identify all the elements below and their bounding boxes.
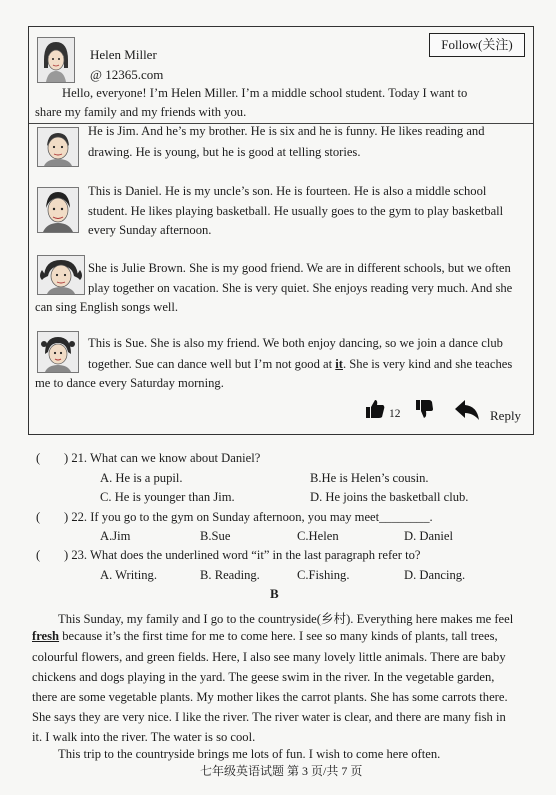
post-daniel-line-2: student. He likes playing basketball. He usually goes to the gym to play basketball — [88, 204, 504, 218]
q23-stem: ) 23. What does the underlined word “it” in the last paragraph refer to? — [64, 548, 421, 562]
follow-button[interactable]: Follow(关注) — [429, 33, 525, 57]
like-count: 12 — [389, 408, 401, 420]
post-sue-line-3: me to dance every Saturday morning. — [35, 376, 224, 390]
q22-option-d: D. Daniel — [404, 529, 453, 543]
intro-line-2: share my family and my friends with you. — [35, 105, 247, 119]
underlined-word-fresh: fresh — [32, 629, 60, 643]
q21-stem: ) 21. What can we know about Daniel? — [64, 451, 261, 465]
sue-avatar — [37, 331, 79, 373]
q23-option-b: B. Reading. — [200, 568, 260, 582]
post-julie-line-1: She is Julie Brown. She is my good friend. We are in different schools, but we often — [88, 261, 511, 275]
q23-bracket: ( — [36, 548, 41, 562]
reply-arrow-icon — [453, 398, 481, 422]
passage-line-2-text: because it’s the first time for me to come here. I see so many kinds of plants, tall trees, — [59, 629, 498, 643]
q22-option-c: C.Helen — [297, 529, 339, 543]
passage-line-8: This trip to the countryside brings me lots of fun. I wish to come here often. — [58, 747, 441, 761]
q21-option-c: C. He is younger than Jim. — [100, 490, 235, 504]
julie-avatar — [37, 255, 85, 295]
passage-line-3: colourful flowers, and green fields. Here, I also see many lovely little animals. There are baby — [32, 650, 506, 664]
profile-handle: @ 12365.com — [90, 67, 164, 82]
passage-line-5: there are some vegetable plants. My mother likes the carrot plants. She has some carrots there. — [32, 690, 508, 704]
q21-option-a: A. He is a pupil. — [100, 471, 183, 485]
post-daniel-line-3: every Sunday afternoon. — [88, 223, 212, 237]
passage-line-1: This Sunday, my family and I go to the countryside(乡村). Everything here makes me feel — [58, 612, 514, 626]
q21-option-b: B.He is Helen’s cousin. — [310, 471, 429, 485]
social-post-card — [28, 26, 534, 435]
intro-line-1: Hello, everyone! I’m Helen Miller. I’m a middle school student. Today I want to — [62, 86, 468, 100]
q23-option-c: C.Fishing. — [297, 568, 350, 582]
post-jim-line-2: drawing. He is young, but he is good at telling stories. — [88, 145, 361, 159]
daniel-avatar — [37, 187, 79, 233]
passage-line-7: it. I walk into the river. The water is so cool. — [32, 730, 256, 744]
reply-label[interactable]: Reply — [490, 408, 522, 423]
q22-stem: ) 22. If you go to the gym on Sunday afternoon, you may meet________. — [64, 510, 433, 524]
thumbs-down-icon — [415, 399, 433, 419]
thumbs-up-icon — [365, 399, 385, 419]
like-button[interactable] — [365, 399, 385, 423]
profile-name[interactable]: Helen Miller — [90, 47, 157, 62]
post-daniel-line-1: This is Daniel. He is my uncle’s son. He is fourteen. He is also a middle school — [88, 184, 487, 198]
post-julie-line-2: play together on vacation. She is very quiet. She enjoys reading very much. And she — [88, 281, 513, 295]
passage-line-2 — [32, 629, 498, 644]
q21-option-d: D. He joins the basketball club. — [310, 490, 469, 504]
post-sue-line-2-tail: . She is very kind and she teaches — [342, 357, 513, 371]
page-footer: 七年级英语试题 第 3 页/共 7 页 — [200, 764, 363, 778]
q22-bracket: ( — [36, 510, 41, 524]
post-jim-line-1: He is Jim. And he’s my brother. He is six and he is funny. He likes reading and — [88, 124, 485, 138]
q22-option-a: A.Jim — [100, 529, 131, 543]
dislike-button[interactable] — [415, 399, 433, 423]
section-b-title: B — [270, 586, 279, 601]
underlined-word-it: it — [335, 357, 343, 371]
q21-bracket: ( — [36, 451, 41, 465]
passage-line-4: chickens and dogs playing in the yard. The geese swim in the river. In the vegetable garden, — [32, 670, 495, 684]
q22-option-b: B.Sue — [200, 529, 231, 543]
reply-arrow-button[interactable] — [453, 398, 481, 426]
post-sue-line-2 — [88, 357, 512, 372]
jim-avatar — [37, 127, 79, 167]
post-sue-line-1: This is Sue. She is also my friend. We both enjoy dancing, so we join a dance club — [88, 336, 503, 350]
helen-avatar[interactable] — [37, 37, 75, 83]
q23-option-d: D. Dancing. — [404, 568, 466, 582]
post-julie-line-3: can sing English songs well. — [35, 300, 179, 314]
post-sue-line-2-text: together. Sue can dance well but I’m not good at — [88, 357, 336, 371]
q23-option-a: A. Writing. — [100, 568, 157, 582]
passage-line-6: She says they are very nice. I like the river. The river water is clear, and there are many fish in — [32, 710, 506, 724]
